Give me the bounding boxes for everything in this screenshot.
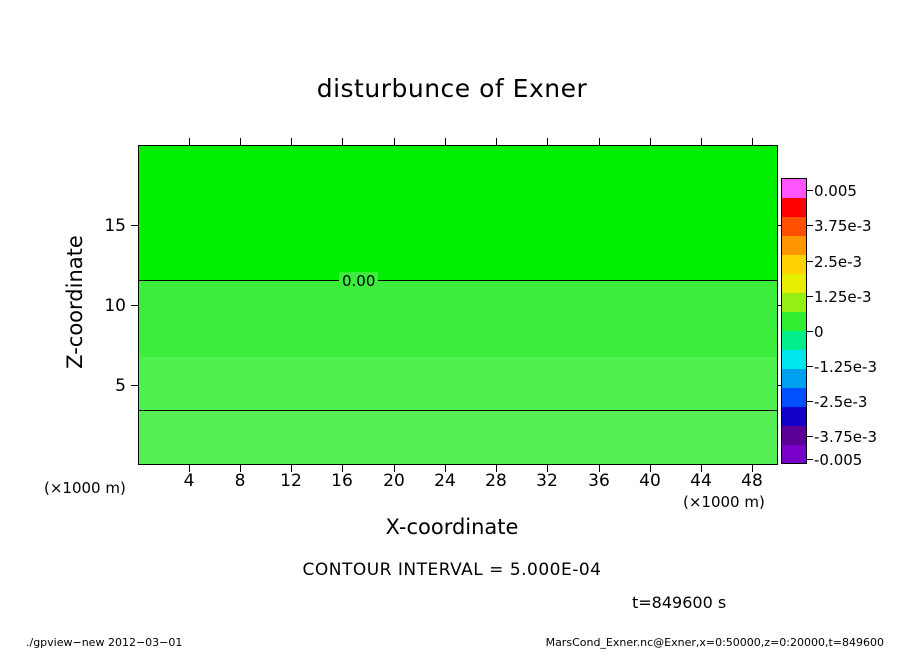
contour-label-0: 0.00 [339,272,378,290]
x-tick-label: 12 [280,471,302,491]
colorbar-label: 0.005 [814,182,857,200]
contour-line [139,410,777,411]
x-tick-top [291,138,292,145]
colorbar-cell [782,217,806,236]
x-tick-label: 44 [690,471,712,491]
colorbar-label: 3.75e-3 [814,217,872,235]
x-tick-label: 8 [234,471,246,491]
x-tick-top [752,138,753,145]
x-tick-label: 28 [485,471,507,491]
colorbar-label: 1.25e-3 [814,288,872,306]
colorbar-cell [782,407,806,426]
colorbar-cell [782,293,806,312]
x-tick-top [547,138,548,145]
colorbar-tick [807,296,813,297]
y-tick-label: 10 [104,296,126,316]
x-tick-label: 4 [183,471,195,491]
time-label: t=849600 s [632,593,727,612]
colorbar [781,178,807,464]
colorbar-tick [807,331,813,332]
colorbar-label: -2.5e-3 [814,393,868,411]
colorbar-cell [782,198,806,217]
x-tick-label: 36 [588,471,610,491]
y-tick-label: 5 [115,376,126,396]
colorbar-tick [807,459,813,460]
x-tick-label: 48 [741,471,763,491]
footer-left: ./gpview−new 2012−03−01 [26,636,183,649]
y-tick [131,225,138,226]
y-axis-unit: (×1000 m) [44,479,126,497]
x-tick-label: 24 [434,471,456,491]
contour-interval-text: CONTOUR INTERVAL = 5.000E-04 [302,560,602,580]
x-tick-top [240,138,241,145]
colorbar-label: -3.75e-3 [814,428,877,446]
x-tick-label: 20 [383,471,405,491]
colorbar-label: 0 [814,323,824,341]
colorbar-tick [807,436,813,437]
colorbar-cell [782,350,806,369]
page-title: disturbunce of Exner [316,74,588,103]
colorbar-cell [782,255,806,274]
contour-line [139,280,777,281]
contour-band [139,280,777,357]
y-tick [131,305,138,306]
x-tick-top [394,138,395,145]
colorbar-label: -0.005 [814,451,863,469]
colorbar-cell [782,274,806,293]
x-tick-top [650,138,651,145]
x-tick-label: 32 [536,471,558,491]
colorbar-cell [782,331,806,350]
y-tick-label: 15 [104,216,126,236]
x-tick-top [445,138,446,145]
colorbar-cell [782,388,806,407]
x-tick-top [342,138,343,145]
colorbar-cell [782,236,806,255]
plot-area [138,145,778,465]
x-tick-top [496,138,497,145]
x-axis-title: X-coordinate [385,515,519,539]
contour-band [139,410,777,465]
colorbar-cell [782,445,806,463]
x-tick-label: 16 [331,471,353,491]
colorbar-tick [807,366,813,367]
colorbar-cell [782,312,806,331]
colorbar-tick [807,401,813,402]
colorbar-tick [807,190,813,191]
colorbar-cell [782,426,806,445]
contour-band [139,146,777,280]
x-tick-top [189,138,190,145]
colorbar-tick [807,225,813,226]
x-axis-unit: (×1000 m) [683,493,765,511]
x-tick-top [701,138,702,145]
y-tick [131,385,138,386]
x-tick-label: 40 [639,471,661,491]
contour-band [139,357,777,410]
footer-right: MarsCond_Exner.nc@Exner,x=0:50000,z=0:20000,t=849600 [545,636,884,649]
colorbar-tick [807,261,813,262]
y-axis-title: Z-coordinate [63,235,87,369]
colorbar-cell [782,369,806,388]
x-tick-top [599,138,600,145]
colorbar-label: -1.25e-3 [814,358,877,376]
colorbar-label: 2.5e-3 [814,253,863,271]
colorbar-cell [782,179,806,198]
